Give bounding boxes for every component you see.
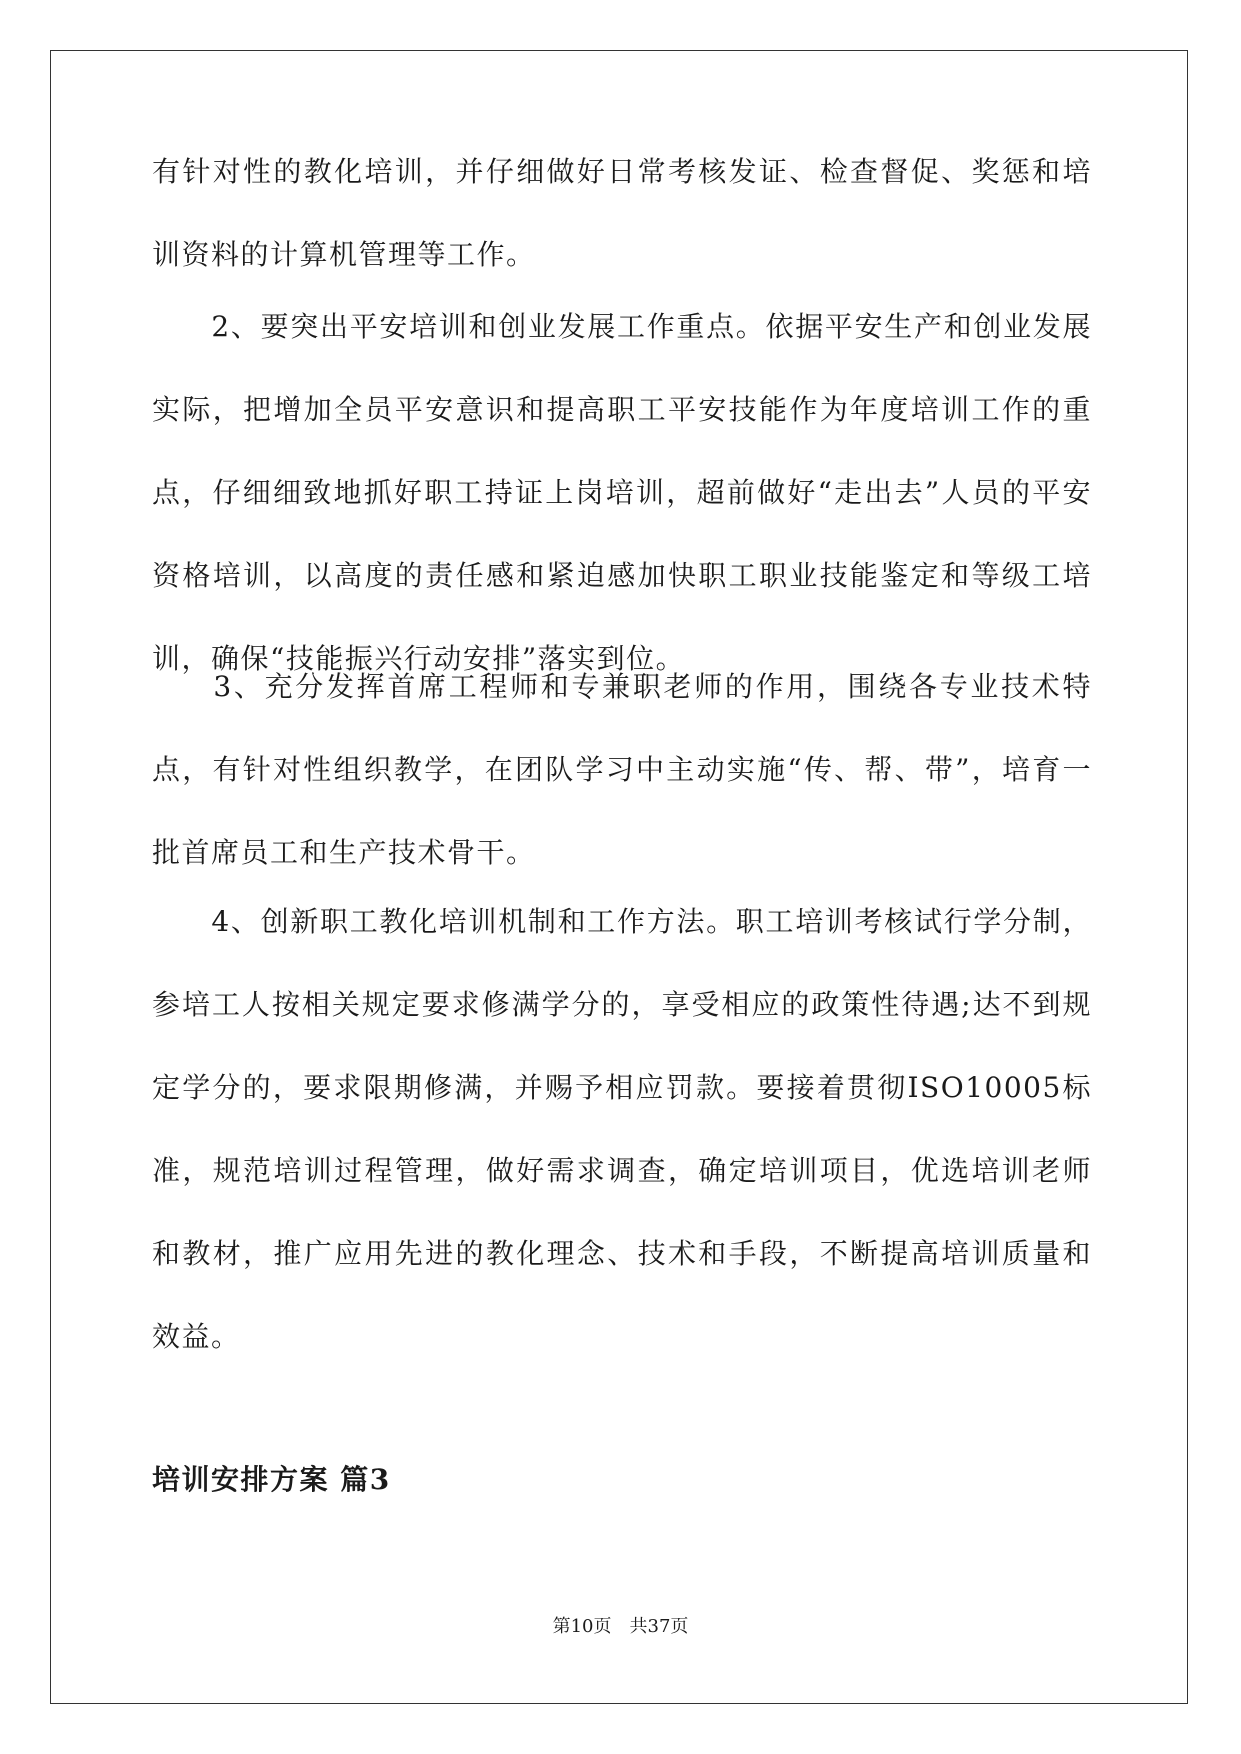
paragraph-item-3: 3、充分发挥首席工程师和专兼职老师的作用，围绕各专业技术特点，有针对性组织教学，在团队学习中主动实施“传、帮、带”，培育一批首席员工和生产技术骨干。 xyxy=(152,670,1092,869)
paragraph-item-2: 2、要突出平安培训和创业发展工作重点。依据平安生产和创业发展实际，把增加全员平安意识和提高职工平安技能作为年度培训工作的重点，仔细细致地抓好职工持证上岗培训，超前做好“走出去”人员的平安资格培训，以高度的责任感和紧迫感加快职工职业技能鉴定和等级工培训，确保“技能振兴行动安排”落实到位。 xyxy=(152,310,1092,675)
section-heading: 培训安排方案 篇3 xyxy=(152,1463,391,1496)
paragraph-continuation: 有针对性的教化培训，并仔细做好日常考核发证、检查督促、奖惩和培训资料的计算机管理等工作。 xyxy=(152,155,1092,271)
page-number-footer: 第10页 共37页 xyxy=(552,1616,689,1637)
paragraph-item-4: 4、创新职工教化培训机制和工作方法。职工培训考核试行学分制，参培工人按相关规定要求修满学分的，享受相应的政策性待遇;达不到规定学分的，要求限期修满，并赐予相应罚款。要接着贯彻ISO10005标准，规范培训过程管理，做好需求调查，确定培训项目，优选培训老师和教材，推广应用先进的教化理念、技术和手段，不断提高培训质量和效益。 xyxy=(152,905,1092,1353)
